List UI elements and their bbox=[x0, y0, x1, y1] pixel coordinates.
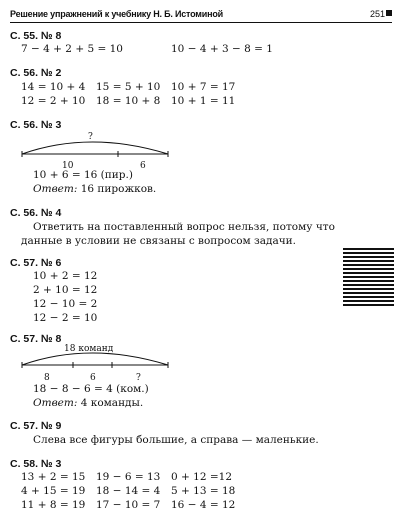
diagram-top-label: ? bbox=[88, 132, 93, 142]
page-marker bbox=[386, 10, 392, 16]
header-divider bbox=[10, 22, 392, 23]
paragraph-line: Ответить на поставленный вопрос нельзя, потому что bbox=[33, 221, 335, 233]
exercise-heading: С. 56. № 3 bbox=[10, 119, 62, 131]
segment-diagram bbox=[10, 128, 180, 170]
equation: 17 − 10 = 7 bbox=[96, 499, 161, 511]
paragraph-line: Слева все фигуры большие, а справа — маленькие. bbox=[33, 434, 319, 446]
solution-line: 18 − 8 − 6 = 4 (ком.) bbox=[33, 383, 149, 395]
equation: 0 + 12 =12 bbox=[171, 471, 233, 483]
segment-diagram bbox=[10, 343, 180, 385]
equation: 5 + 13 = 18 bbox=[171, 485, 236, 497]
equation: 10 + 7 = 17 bbox=[171, 81, 236, 93]
equation: 11 + 8 = 19 bbox=[21, 499, 86, 511]
equation: 12 − 10 = 2 bbox=[33, 298, 98, 310]
equation: 18 − 14 = 4 bbox=[96, 485, 161, 497]
exercise-heading: С. 57. № 6 bbox=[10, 257, 62, 269]
answer-text: 16 пирожков. bbox=[80, 183, 157, 195]
equation: 16 − 4 = 12 bbox=[171, 499, 236, 511]
diagram-label-2: 6 bbox=[90, 373, 96, 383]
exercise-heading: С. 56. № 2 bbox=[10, 67, 62, 79]
running-header-title: Решение упражнений к учебнику Н. Б. Истоминой bbox=[10, 9, 223, 19]
equation: 15 = 5 + 10 bbox=[96, 81, 161, 93]
equation: 7 − 4 + 2 + 5 = 10 bbox=[21, 43, 123, 55]
equation: 10 + 1 = 11 bbox=[171, 95, 236, 107]
equation: 10 + 2 = 12 bbox=[33, 270, 98, 282]
diagram-left-label: 10 bbox=[62, 161, 74, 170]
brace-arc bbox=[22, 142, 168, 154]
answer-label: Ответ: bbox=[33, 397, 78, 409]
equation: 10 − 4 + 3 − 8 = 1 bbox=[171, 43, 273, 55]
diagram-top-label: 18 команд bbox=[64, 344, 114, 354]
answer-label: Ответ: bbox=[33, 183, 78, 195]
equation: 12 − 2 = 10 bbox=[33, 312, 98, 324]
exercise-heading: С. 58. № 3 bbox=[10, 458, 62, 470]
paragraph-line: данные в условии не связаны с вопросом задачи. bbox=[21, 235, 297, 247]
diagram-label-1: 8 bbox=[44, 373, 50, 383]
equation: 14 = 10 + 4 bbox=[21, 81, 86, 93]
answer-text: 4 команды. bbox=[80, 397, 144, 409]
brace-arc bbox=[22, 353, 168, 365]
exercise-heading: С. 57. № 9 bbox=[10, 420, 62, 432]
equation: 2 + 10 = 12 bbox=[33, 284, 98, 296]
exercise-heading: С. 57. № 8 bbox=[10, 333, 62, 345]
equation: 18 = 10 + 8 bbox=[96, 95, 161, 107]
diagram-right-label: 6 bbox=[140, 161, 146, 170]
answer-line bbox=[33, 183, 156, 196]
page-number: 251 bbox=[369, 9, 385, 19]
answer-line bbox=[33, 397, 143, 410]
thumb-index-stripes bbox=[343, 248, 394, 308]
equation: 4 + 15 = 19 bbox=[21, 485, 86, 497]
exercise-heading: С. 56. № 4 bbox=[10, 207, 62, 219]
diagram-label-3: ? bbox=[136, 373, 141, 383]
solution-line: 10 + 6 = 16 (пир.) bbox=[33, 169, 133, 181]
exercise-heading: С. 55. № 8 bbox=[10, 30, 62, 42]
equation: 12 = 2 + 10 bbox=[21, 95, 86, 107]
equation: 19 − 6 = 13 bbox=[96, 471, 161, 483]
equation: 13 + 2 = 15 bbox=[21, 471, 86, 483]
